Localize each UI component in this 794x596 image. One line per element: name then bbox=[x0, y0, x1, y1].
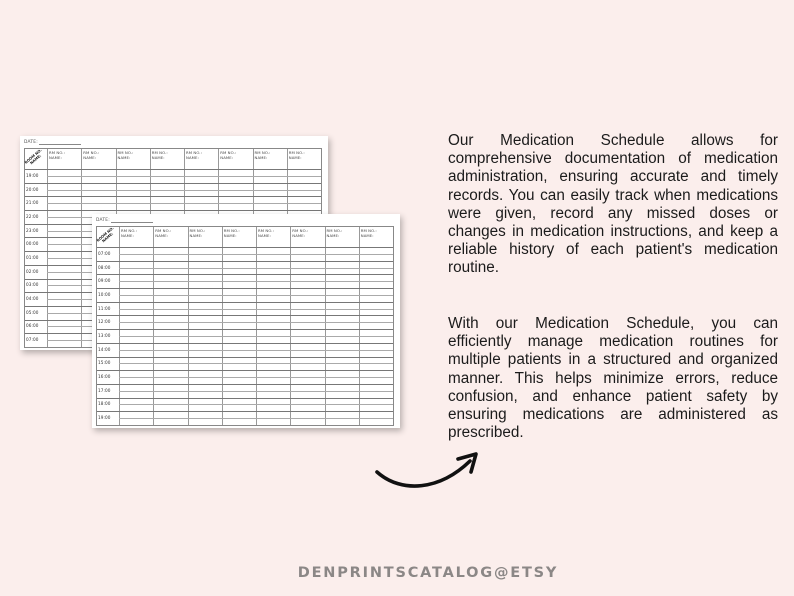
row-divider bbox=[97, 370, 393, 371]
time-label: 18:00 bbox=[98, 401, 111, 407]
time-label: 19:00 bbox=[98, 415, 111, 421]
time-label: 15:00 bbox=[98, 360, 111, 366]
room-number-label: RM NO.: bbox=[49, 150, 65, 155]
column-divider bbox=[119, 227, 120, 425]
half-row-divider bbox=[119, 254, 393, 255]
half-row-divider bbox=[119, 391, 393, 392]
half-row-divider bbox=[119, 336, 393, 337]
patient-name-label: NAME: bbox=[186, 155, 199, 160]
patient-name-label: NAME: bbox=[220, 155, 234, 160]
column-header bbox=[289, 150, 305, 160]
room-number-label: RM NO.: bbox=[83, 150, 100, 155]
column-divider bbox=[256, 227, 257, 425]
time-label: 16:00 bbox=[98, 374, 111, 380]
row-divider bbox=[25, 210, 321, 211]
time-label: 22:00 bbox=[26, 213, 39, 219]
column-header bbox=[121, 228, 137, 238]
description-paragraph-2: With our Medication Schedule, you can efficiently manage medication routines for multiple patients in a structured and organized manner. This helps minimize errors, reduce confusion, and enhance patient safety by ensuring medications are administered as prescribed. bbox=[448, 315, 778, 442]
column-header bbox=[49, 150, 65, 160]
column-divider bbox=[81, 149, 82, 347]
room-number-label: RM NO.: bbox=[258, 228, 274, 233]
column-header bbox=[292, 228, 308, 238]
row-divider bbox=[97, 261, 393, 262]
half-row-divider bbox=[119, 322, 393, 323]
patient-name-label: NAME: bbox=[189, 233, 203, 238]
half-row-divider bbox=[119, 268, 393, 269]
row-divider bbox=[97, 384, 393, 385]
time-label: 03:00 bbox=[26, 282, 39, 288]
half-row-divider bbox=[119, 350, 393, 351]
half-row-divider bbox=[119, 377, 393, 378]
half-row-divider bbox=[119, 281, 393, 282]
patient-name-label: NAME: bbox=[117, 155, 131, 160]
column-header bbox=[255, 150, 271, 160]
patient-name-label: NAME: bbox=[121, 233, 134, 238]
time-label: 07:00 bbox=[26, 337, 39, 343]
row-divider bbox=[97, 343, 393, 344]
half-row-divider bbox=[119, 363, 393, 364]
date-field bbox=[24, 140, 84, 148]
row-divider bbox=[97, 329, 393, 330]
schedule-grid bbox=[96, 226, 394, 426]
patient-name-label: NAME: bbox=[326, 233, 340, 238]
time-label: 14:00 bbox=[98, 346, 111, 352]
shop-name: DENPRINTSCATALOG@ETSY bbox=[297, 565, 559, 581]
column-divider bbox=[222, 227, 223, 425]
patient-name-label: NAME: bbox=[288, 155, 302, 160]
row-divider bbox=[25, 196, 321, 197]
time-label: 04:00 bbox=[26, 296, 39, 302]
time-label: 09:00 bbox=[98, 278, 111, 284]
time-label: 23:00 bbox=[26, 227, 39, 233]
curved-arrow-icon bbox=[372, 446, 484, 492]
patient-name-label: NAME: bbox=[155, 233, 169, 238]
room-number-label: RM NO.: bbox=[360, 228, 377, 233]
room-name-corner-label: ROOM NO. NAME: bbox=[24, 148, 44, 166]
patient-name-label: NAME: bbox=[258, 233, 271, 238]
column-header bbox=[155, 228, 171, 238]
time-label: 20:00 bbox=[26, 186, 39, 192]
half-row-divider bbox=[47, 203, 321, 204]
patient-name-label: NAME: bbox=[49, 155, 62, 160]
row-divider bbox=[97, 315, 393, 316]
date-label: DATE: bbox=[96, 218, 110, 223]
patient-name-label: NAME: bbox=[360, 233, 374, 238]
time-label: 13:00 bbox=[98, 333, 111, 338]
column-header bbox=[220, 150, 236, 160]
time-label: 02:00 bbox=[26, 268, 39, 274]
column-header bbox=[361, 228, 377, 238]
row-divider bbox=[97, 398, 393, 399]
column-divider bbox=[153, 227, 154, 425]
column-divider bbox=[359, 227, 360, 425]
time-label: 11:00 bbox=[98, 305, 111, 311]
room-number-label: RM NO.: bbox=[189, 228, 206, 233]
patient-name-label: NAME: bbox=[83, 155, 97, 160]
date-field bbox=[96, 218, 156, 226]
time-label: 21:00 bbox=[26, 200, 39, 206]
column-divider bbox=[290, 227, 291, 425]
room-number-label: RM NO.: bbox=[288, 150, 305, 155]
row-divider bbox=[97, 357, 393, 358]
column-header bbox=[190, 228, 206, 238]
room-number-label: RM NO.: bbox=[220, 150, 237, 155]
row-divider bbox=[25, 183, 321, 184]
half-row-divider bbox=[47, 176, 321, 177]
half-row-divider bbox=[119, 295, 393, 296]
room-number-label: RM NO.: bbox=[326, 228, 343, 233]
column-divider bbox=[47, 149, 48, 347]
half-row-divider bbox=[47, 190, 321, 191]
patient-name-label: NAME: bbox=[223, 233, 237, 238]
column-header bbox=[186, 150, 202, 160]
room-number-label: RM NO.: bbox=[254, 150, 271, 155]
room-number-label: RM NO.: bbox=[155, 228, 172, 233]
time-label: 06:00 bbox=[26, 323, 39, 329]
column-header bbox=[258, 228, 274, 238]
row-divider bbox=[97, 288, 393, 289]
time-label: 00:00 bbox=[26, 241, 39, 247]
time-label: 01:00 bbox=[26, 255, 39, 260]
row-divider bbox=[97, 411, 393, 412]
column-header bbox=[327, 228, 343, 238]
column-header bbox=[83, 150, 99, 160]
description-paragraph-1: Our Medication Schedule allows for comprehensive documentation of medication administration, ensuring accurate and timely records. You can easily track when medications were given, record any missed doses or changes in medication instructions, and keep a reliable history of each patient's medication routine. bbox=[448, 132, 778, 277]
room-number-label: RM NO.: bbox=[121, 228, 137, 233]
patient-name-label: NAME: bbox=[292, 233, 306, 238]
half-row-divider bbox=[119, 418, 393, 419]
schedule-sheet-front bbox=[92, 214, 400, 428]
time-label: 07:00 bbox=[98, 250, 111, 256]
room-number-label: RM NO.: bbox=[117, 150, 134, 155]
room-number-label: RM NO.: bbox=[223, 228, 240, 233]
column-divider bbox=[188, 227, 189, 425]
column-header bbox=[152, 150, 168, 160]
column-divider bbox=[325, 227, 326, 425]
column-header bbox=[118, 150, 134, 160]
half-row-divider bbox=[119, 404, 393, 405]
patient-name-label: NAME: bbox=[254, 155, 268, 160]
column-header bbox=[224, 228, 240, 238]
time-label: 08:00 bbox=[98, 264, 111, 270]
half-row-divider bbox=[119, 309, 393, 310]
room-number-label: RM NO.: bbox=[292, 228, 309, 233]
row-divider bbox=[97, 302, 393, 303]
time-label: 12:00 bbox=[98, 319, 111, 325]
room-number-label: RM NO.: bbox=[151, 150, 168, 155]
patient-name-label: NAME: bbox=[151, 155, 165, 160]
time-label: 10:00 bbox=[98, 291, 111, 297]
header-divider bbox=[25, 169, 321, 170]
row-divider bbox=[97, 274, 393, 275]
room-number-label: RM NO.: bbox=[186, 150, 202, 155]
time-label: 17:00 bbox=[98, 387, 111, 393]
time-label: 05:00 bbox=[26, 309, 39, 315]
time-label: 19:00 bbox=[26, 172, 39, 178]
room-name-corner-label: ROOM NO. NAME: bbox=[96, 226, 116, 244]
header-divider bbox=[97, 247, 393, 248]
date-label: DATE: bbox=[24, 140, 38, 145]
